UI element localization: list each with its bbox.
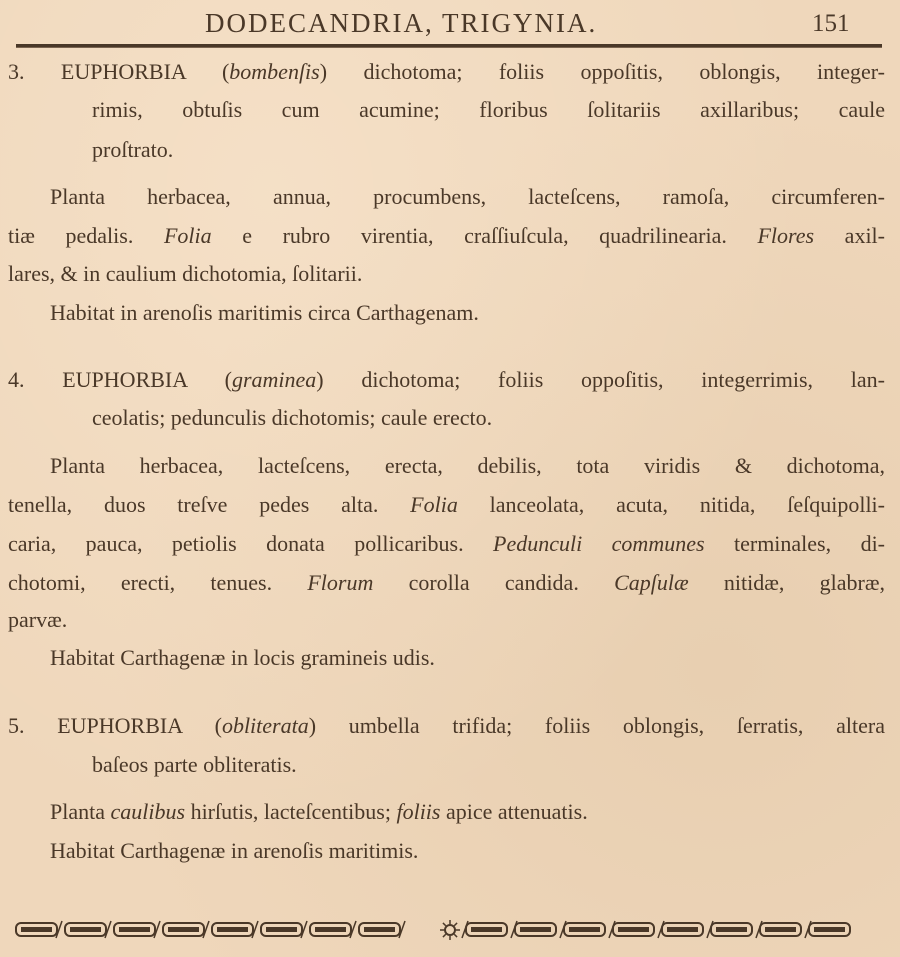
entry-3-description (50, 183, 885, 211)
chain-link-bar (618, 927, 649, 932)
chain-link-bar (168, 927, 199, 932)
text-segment: 4. EUPHORBIA ( (8, 367, 232, 392)
text-segment: e rubro virentia, craſſiuſcula, quadrilinearia. (211, 223, 758, 248)
text-segment: lares, & in caulium dichotomia, ſolitarii. (8, 261, 363, 286)
text-segment: baſeos parte obliteratis. (92, 752, 297, 777)
entry-3-description (8, 260, 885, 288)
entry-4-description (8, 491, 885, 519)
entry-5-heading (8, 712, 885, 740)
chain-link-bar (765, 927, 796, 932)
ornamental-border (14, 918, 886, 942)
entry-4-description (8, 606, 885, 634)
text-segment: ) dichotoma; foliis oppoſitis, integerrimis, lan- (316, 367, 885, 392)
text-segment: proſtrato. (92, 137, 174, 162)
chain-link-bar (471, 927, 502, 932)
page-number: 151 (812, 10, 850, 37)
italic-term: bombenſis (229, 59, 320, 84)
rosette-ray (454, 923, 457, 926)
chain-link-bar (814, 927, 845, 932)
chain-link-bar (364, 927, 395, 932)
text-segment: ) umbella trifida; foliis oblongis, ſerratis, altera (308, 713, 885, 738)
chain-link-bar (70, 927, 101, 932)
text-segment: parvæ. (8, 607, 68, 632)
chain-link-bar (520, 927, 551, 932)
chain-link-bar (21, 927, 52, 932)
text-segment: rimis, obtuſis cum acumine; floribus ſolitariis axillaribus; caule (92, 97, 885, 122)
running-header (0, 4, 900, 44)
text-segment: Planta (50, 799, 111, 824)
entry-3-heading-cont (92, 136, 885, 164)
chain-link-bar (119, 927, 150, 932)
entry-3-heading-cont (92, 96, 885, 124)
entry-4-heading-cont (92, 404, 885, 432)
text-segment: axil- (814, 223, 885, 248)
text-segment: ) dichotoma; foliis oppoſitis, oblongis, integer- (319, 59, 885, 84)
chain-link-bar (667, 927, 698, 932)
entry-3-description (8, 222, 885, 250)
entry-5-heading-cont (92, 751, 885, 779)
text-segment: Planta herbacea, lacteſcens, erecta, debilis, tota viridis & dichotoma, (50, 453, 885, 478)
text-segment: nitidæ, glabræ, (688, 570, 885, 595)
chain-link-bar (716, 927, 747, 932)
rosette-ray (454, 934, 457, 937)
entry-4-description (8, 569, 885, 597)
entry-5-description (50, 798, 885, 826)
italic-term: foliis (396, 799, 441, 824)
italic-term: Capſulæ (614, 570, 689, 595)
text-segment: terminales, di- (704, 531, 886, 556)
text-segment: Planta herbacea, annua, procumbens, lacteſcens, ramoſa, circumferen- (50, 184, 885, 209)
header-rule (16, 44, 882, 48)
italic-term: Folia (163, 223, 212, 248)
text-segment: corolla candida. (373, 570, 615, 595)
text-segment: 5. EUPHORBIA ( (8, 713, 222, 738)
entry-4-description (50, 452, 885, 480)
text-segment: hirſutis, lacteſcentibus; (185, 799, 397, 824)
text-segment: tenella, duos treſve pedes alta. (8, 492, 411, 517)
text-segment: chotomi, erecti, tenues. (8, 570, 308, 595)
text-segment: apice attenuatis. (440, 799, 588, 824)
italic-term: graminea (231, 367, 317, 392)
text-segment: tiæ pedalis. (8, 223, 164, 248)
text-segment: Habitat Carthagenæ in arenoſis maritimis. (50, 838, 419, 863)
entry-4-heading (8, 366, 885, 394)
text-segment: Habitat Carthagenæ in locis gramineis udis. (50, 645, 435, 670)
italic-term: Pedunculi communes (493, 531, 705, 556)
chain-link-bar (569, 927, 600, 932)
chain-link-bar (315, 927, 346, 932)
italic-term: obliterata (221, 713, 309, 738)
text-segment: lanceolata, acuta, nitida, ſeſquipolli- (457, 492, 885, 517)
italic-term: Folia (410, 492, 458, 517)
chain-link-bar (266, 927, 297, 932)
italic-term: Florum (307, 570, 374, 595)
header-title: DODECANDRIA, TRIGYNIA. (205, 8, 598, 38)
italic-term: Flores (757, 223, 815, 248)
chain-link-bar (217, 927, 248, 932)
text-segment: caria, pauca, petiolis donata pollicaribus. (8, 531, 494, 556)
italic-term: caulibus (110, 799, 186, 824)
rosette-ray (443, 923, 446, 926)
center-rosette (445, 925, 455, 935)
entry-3-habitat (50, 299, 885, 327)
text-segment: 3. EUPHORBIA ( (8, 59, 230, 84)
rosette-ray (443, 934, 446, 937)
entry-4-habitat (50, 644, 885, 672)
text-segment: ceolatis; pedunculis dichotomis; caule erecto. (92, 405, 493, 430)
text-segment: Habitat in arenoſis maritimis circa Carthagenam. (50, 300, 479, 325)
entry-4-description (8, 530, 885, 558)
entry-5-habitat (50, 837, 885, 865)
entry-3-heading (8, 58, 885, 86)
